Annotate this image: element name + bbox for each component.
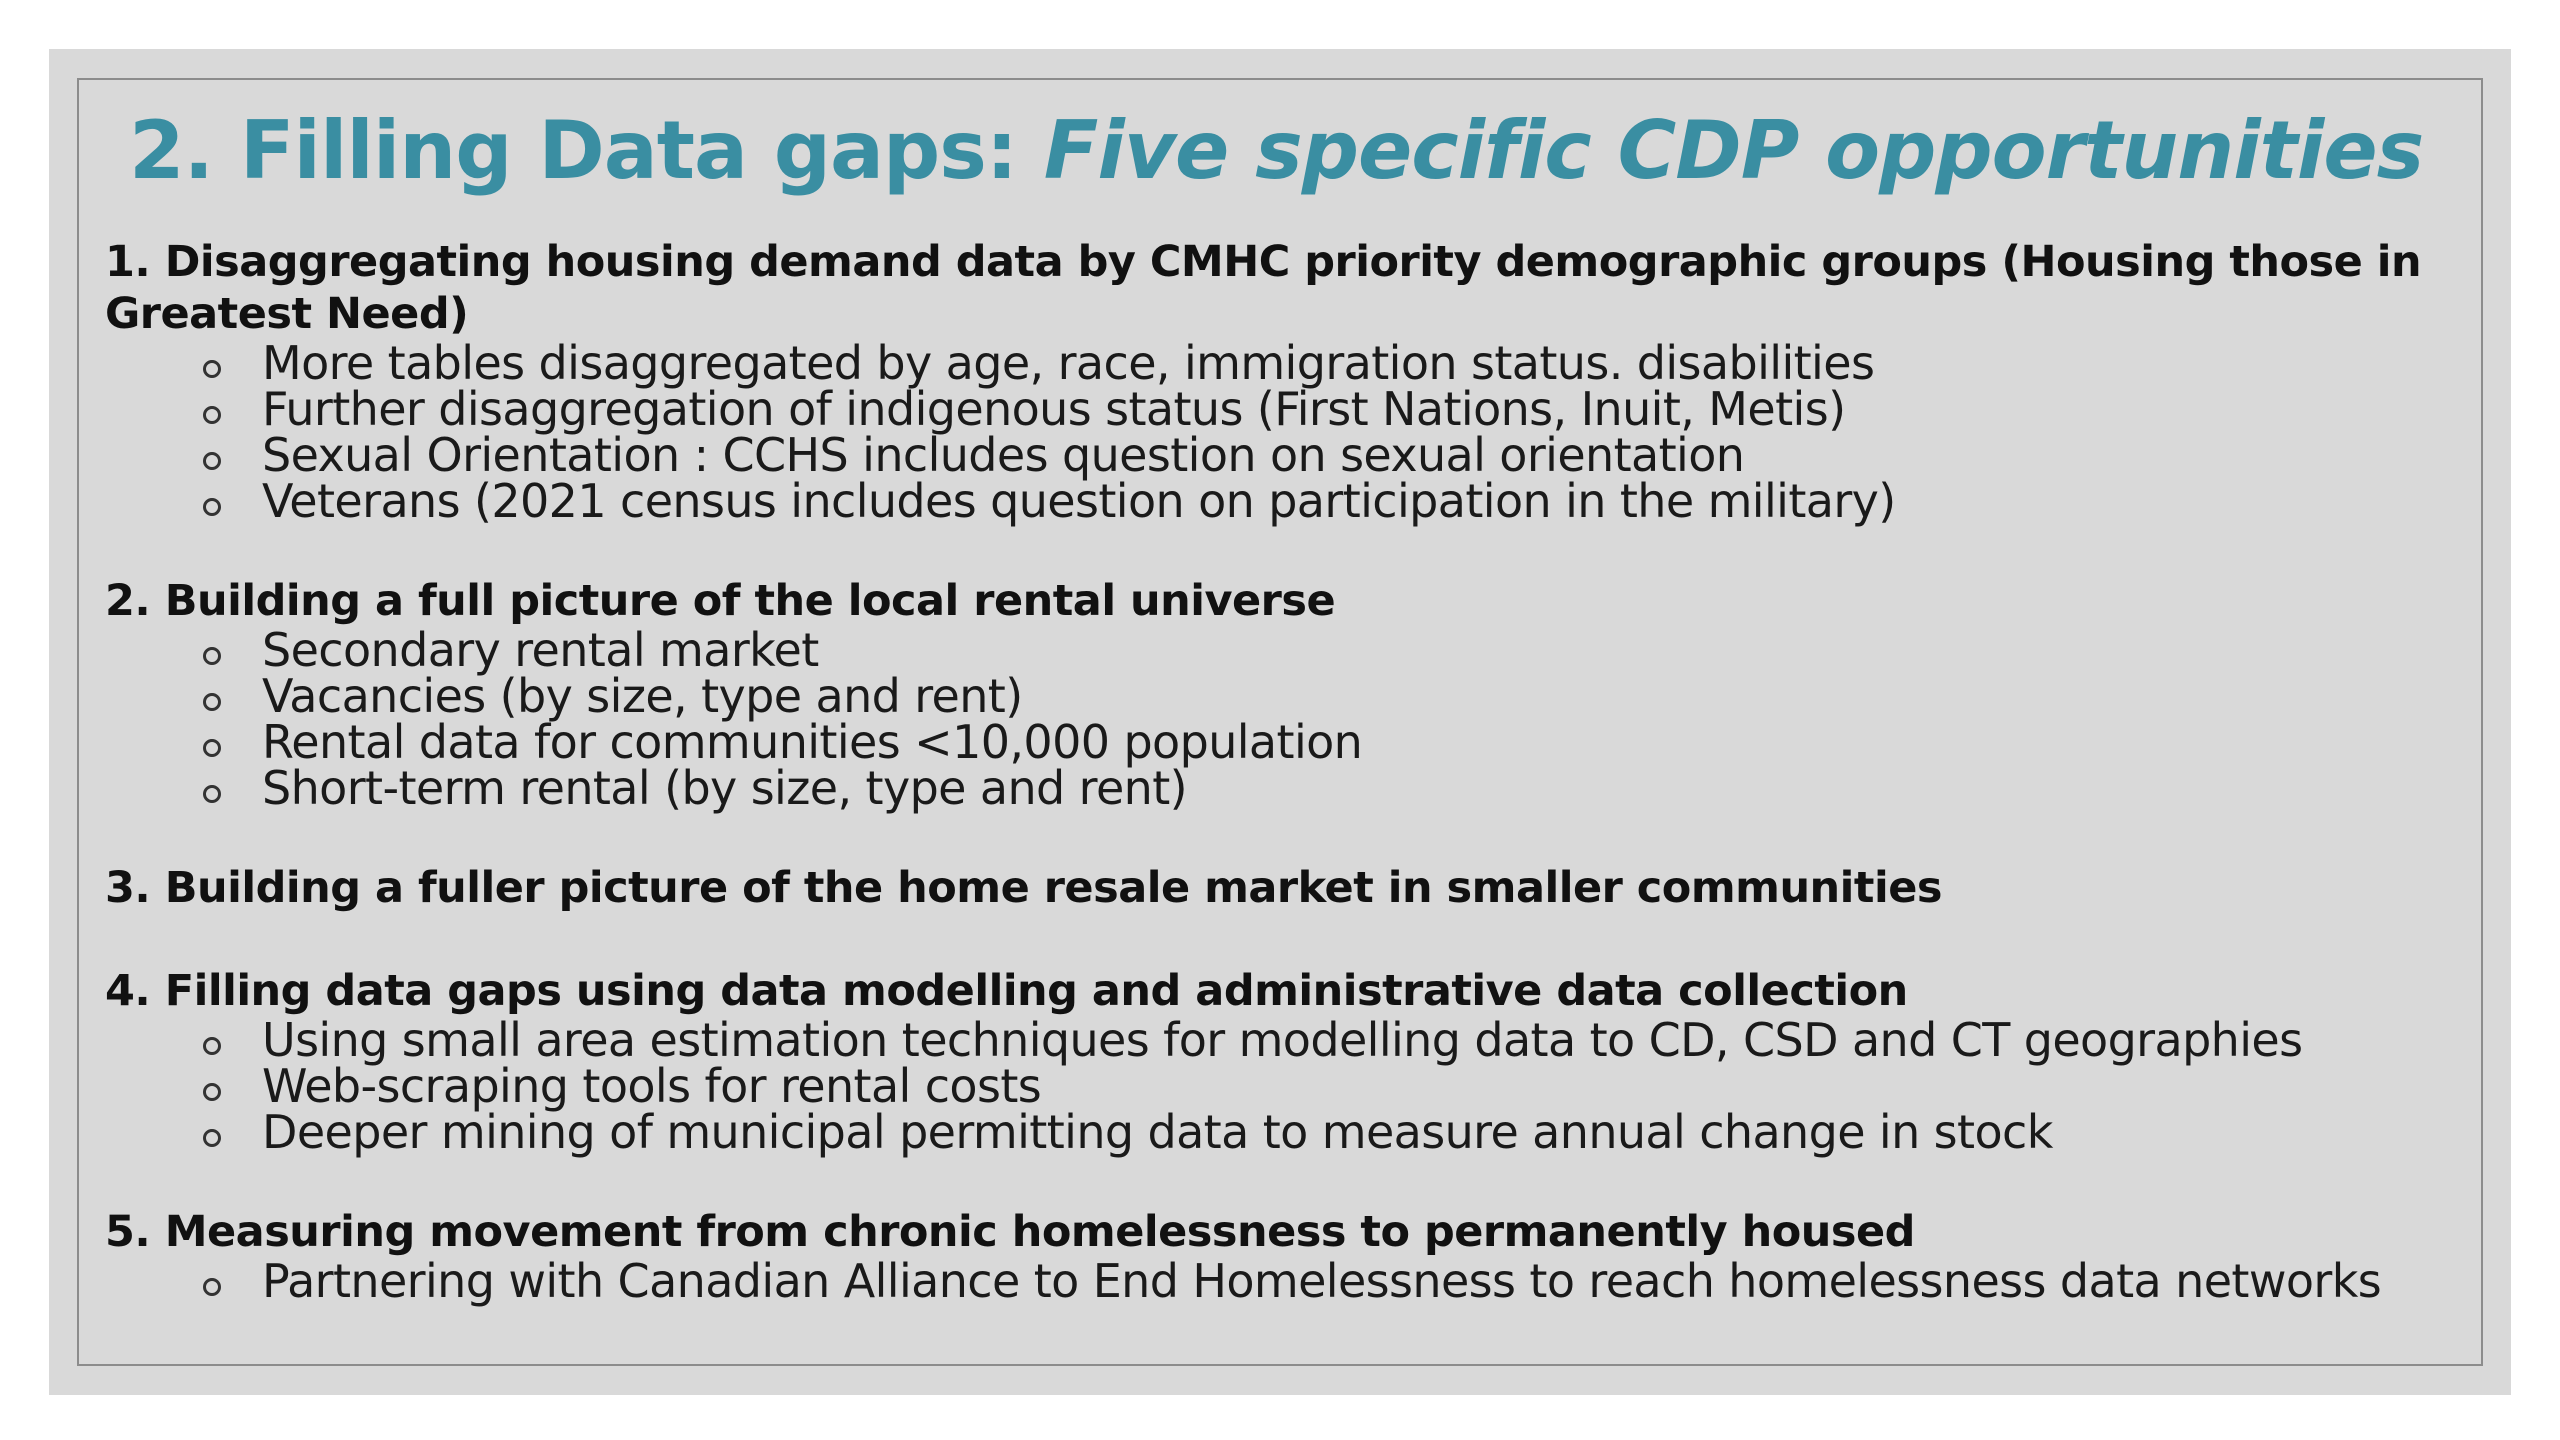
hollow-circle-bullet-icon (203, 1037, 221, 1055)
list-item (105, 1254, 2465, 1308)
list-item-text: Web-scraping tools for rental costs (262, 1059, 1042, 1113)
list-item (105, 474, 2465, 528)
bullet-list (105, 1254, 2465, 1308)
hollow-circle-bullet-icon (203, 1129, 221, 1147)
list-item (105, 1059, 2465, 1113)
list-item (105, 669, 2465, 723)
list-item (105, 428, 2465, 482)
hollow-circle-bullet-icon (203, 498, 221, 516)
list-item-text: Further disaggregation of indigenous status (First Nations, Inuit, Metis) (262, 382, 1846, 436)
list-item (105, 336, 2465, 390)
section-5 (105, 1206, 2465, 1308)
hollow-circle-bullet-icon (203, 406, 221, 424)
list-item-text: Short-term rental (by size, type and rent) (262, 761, 1188, 815)
list-item-text: Secondary rental market (262, 623, 819, 677)
list-item-text: Using small area estimation techniques for modelling data to CD, CSD and CT geographies (262, 1013, 2303, 1067)
list-item (105, 1013, 2465, 1067)
hollow-circle-bullet-icon (203, 1083, 221, 1101)
list-item-text: Rental data for communities <10,000 population (262, 715, 1363, 769)
list-item (105, 715, 2465, 769)
bullet-list (105, 623, 2465, 815)
section-heading: 5. Measuring movement from chronic homelessness to permanently housed (105, 1207, 1915, 1257)
list-item-text: Vacancies (by size, type and rent) (262, 669, 1023, 723)
hollow-circle-bullet-icon (203, 360, 221, 378)
list-item-text: Deeper mining of municipal permitting data to measure annual change in stock (262, 1105, 2053, 1159)
list-item-text: Veterans (2021 census includes question on participation in the military) (262, 474, 1896, 528)
section-heading: 2. Building a full picture of the local rental universe (105, 576, 1336, 626)
list-item (105, 623, 2465, 677)
hollow-circle-bullet-icon (203, 739, 221, 757)
section-heading: 3. Building a fuller picture of the home resale market in smaller communities (105, 863, 1942, 913)
bullet-list (105, 1013, 2465, 1159)
hollow-circle-bullet-icon (203, 452, 221, 470)
section-4 (105, 965, 2465, 1159)
list-item-text: Partnering with Canadian Alliance to End Homelessness to reach homelessness data networks (262, 1254, 2382, 1308)
hollow-circle-bullet-icon (203, 1278, 221, 1296)
title-main: 2. Filling Data gaps: (129, 104, 1044, 197)
bullet-list (105, 336, 2465, 528)
list-item (105, 761, 2465, 815)
hollow-circle-bullet-icon (203, 693, 221, 711)
section-3 (105, 862, 2465, 914)
list-item (105, 382, 2465, 436)
list-item-text: Sexual Orientation : CCHS includes question on sexual orientation (262, 428, 1745, 482)
list-item (105, 1105, 2465, 1159)
section-heading: 4. Filling data gaps using data modelling and administrative data collection (105, 966, 1908, 1016)
slide (49, 49, 2511, 1395)
slide-content (105, 236, 2465, 1308)
section-heading: 1. Disaggregating housing demand data by CMHC priority demographic groups (Housing those in Greatest Need) (105, 237, 2422, 339)
hollow-circle-bullet-icon (203, 785, 221, 803)
section-2 (105, 575, 2465, 815)
slide-title (129, 101, 2423, 201)
list-item-text: More tables disaggregated by age, race, immigration status. disabilities (262, 336, 1875, 390)
hollow-circle-bullet-icon (203, 647, 221, 665)
section-1 (105, 236, 2465, 528)
title-italic: Five specific CDP opportunities (1043, 104, 2424, 197)
